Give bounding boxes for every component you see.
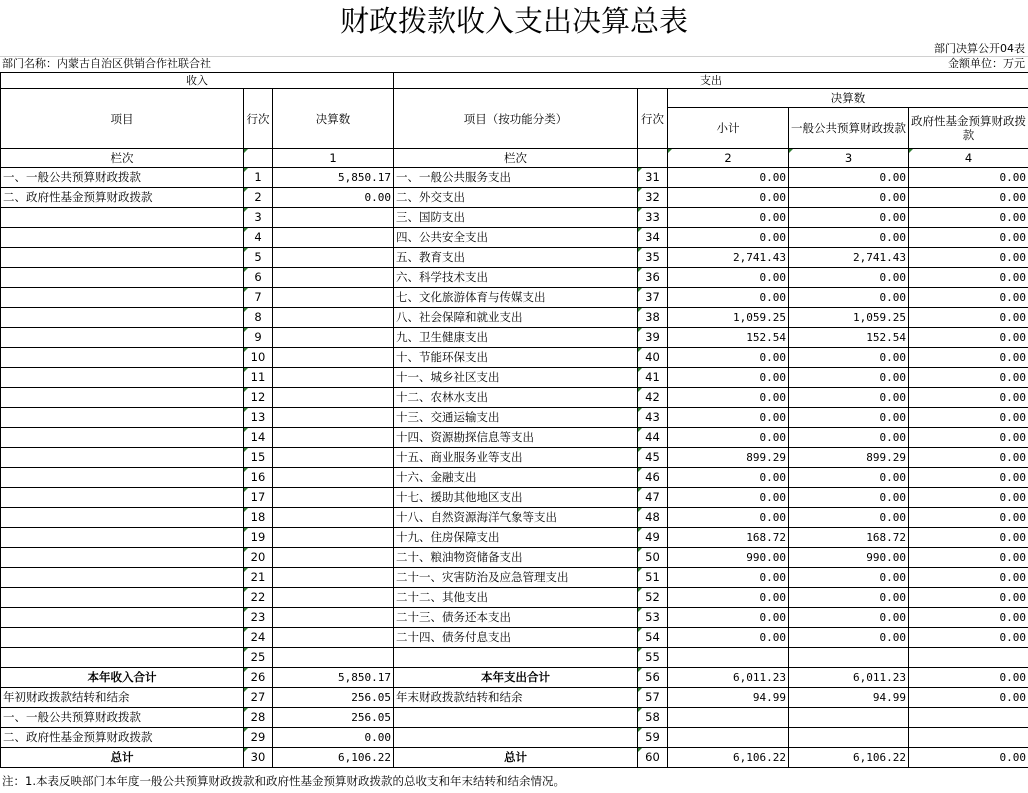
income-row-no: 11 (244, 368, 273, 388)
header-final-amount: 决算数 (273, 89, 394, 149)
expense-fund: 0.00 (909, 528, 1028, 548)
expense-row-no: 42 (638, 388, 668, 408)
table-row (1, 488, 1028, 508)
income-row-no: 18 (244, 508, 273, 528)
expense-subtotal: 0.00 (668, 168, 789, 188)
expense-general: 0.00 (789, 228, 909, 248)
income-item (1, 408, 244, 428)
expense-row-no: 31 (638, 168, 668, 188)
expense-item: 三、国防支出 (394, 208, 638, 228)
expense-total-label: 本年支出合计 (394, 668, 638, 688)
carry-end-subtotal: 94.99 (668, 688, 789, 708)
expense-item: 二十三、债务还本支出 (394, 608, 638, 628)
expense-row-no: 46 (638, 468, 668, 488)
expense-subtotal: 168.72 (668, 528, 789, 548)
expense-item: 二十二、其他支出 (394, 588, 638, 608)
income-amount (273, 528, 394, 548)
expense-subtotal: 152.54 (668, 328, 789, 348)
carry-end-general: 94.99 (789, 688, 909, 708)
income-amount (273, 308, 394, 328)
income-amount (273, 448, 394, 468)
expense-fund: 0.00 (909, 228, 1028, 248)
expense-general: 0.00 (789, 368, 909, 388)
expense-general: 990.00 (789, 548, 909, 568)
income-amount (273, 208, 394, 228)
expense-item: 七、文化旅游体育与传媒支出 (394, 288, 638, 308)
expense-row-no: 40 (638, 348, 668, 368)
expense-general: 0.00 (789, 608, 909, 628)
expense-fund: 0.00 (909, 608, 1028, 628)
expense-general: 0.00 (789, 348, 909, 368)
expense-fund: 0.00 (909, 288, 1028, 308)
col-3: 3 (789, 149, 909, 168)
col-4: 4 (909, 149, 1028, 168)
income-item (1, 308, 244, 328)
begin-general: 256.05 (273, 708, 394, 728)
begin-fund: 0.00 (273, 728, 394, 748)
income-item (1, 368, 244, 388)
table-row (1, 248, 1028, 268)
income-row-no: 7 (244, 288, 273, 308)
expense-general: 0.00 (789, 588, 909, 608)
begin-general-label: 一、一般公共预算财政拨款 (1, 708, 244, 728)
expense-fund: 0.00 (909, 468, 1028, 488)
row59-fund (909, 728, 1028, 748)
expense-general (789, 648, 909, 668)
expense-row-no: 49 (638, 528, 668, 548)
expense-item: 十四、资源勘探信息等支出 (394, 428, 638, 448)
expense-general: 152.54 (789, 328, 909, 348)
income-amount (273, 428, 394, 448)
expense-fund: 0.00 (909, 508, 1028, 528)
expense-subtotal: 0.00 (668, 268, 789, 288)
expense-general: 0.00 (789, 388, 909, 408)
income-item (1, 388, 244, 408)
income-row-no: 10 (244, 348, 273, 368)
header-general-budget: 一般公共预算财政拨款 (789, 108, 909, 149)
expense-subtotal: 0.00 (668, 368, 789, 388)
header-row-no: 行次 (244, 89, 273, 149)
expense-subtotal: 0.00 (668, 488, 789, 508)
expense-subtotal: 0.00 (668, 348, 789, 368)
income-amount (273, 588, 394, 608)
carry-end-fund: 0.00 (909, 688, 1028, 708)
expense-row-no: 53 (638, 608, 668, 628)
table-row (1, 468, 1028, 488)
income-amount (273, 388, 394, 408)
expense-item: 二、外交支出 (394, 188, 638, 208)
expense-row-no: 39 (638, 328, 668, 348)
income-item (1, 568, 244, 588)
expense-general: 0.00 (789, 288, 909, 308)
expense-fund: 0.00 (909, 188, 1028, 208)
income-item (1, 428, 244, 448)
expense-fund: 0.00 (909, 348, 1028, 368)
table-row (1, 308, 1028, 328)
expense-row-no: 35 (638, 248, 668, 268)
carry-end-label: 年末财政拨款结转和结余 (394, 688, 638, 708)
expense-general: 0.00 (789, 628, 909, 648)
expense-general: 0.00 (789, 268, 909, 288)
expense-total-subtotal: 6,011.23 (668, 668, 789, 688)
col-label: 栏次 (1, 149, 244, 168)
expense-fund: 0.00 (909, 408, 1028, 428)
table-row (1, 228, 1028, 248)
expense-item: 十一、城乡社区支出 (394, 368, 638, 388)
expense-item (394, 648, 638, 668)
expense-subtotal: 0.00 (668, 468, 789, 488)
expense-item: 十五、商业服务业等支出 (394, 448, 638, 468)
income-row-no: 20 (244, 548, 273, 568)
table-row (1, 588, 1028, 608)
expense-subtotal: 0.00 (668, 588, 789, 608)
expense-row-no: 54 (638, 628, 668, 648)
income-amount (273, 468, 394, 488)
income-row-no: 3 (244, 208, 273, 228)
grand-total-label-expense: 总计 (394, 748, 638, 768)
income-item (1, 648, 244, 668)
expense-general: 2,741.43 (789, 248, 909, 268)
expense-subtotal: 0.00 (668, 288, 789, 308)
table-row (1, 168, 1028, 188)
income-item (1, 268, 244, 288)
expense-row-no: 52 (638, 588, 668, 608)
income-total-label: 本年收入合计 (1, 668, 244, 688)
col-blank-expense (638, 149, 668, 168)
row58-no: 58 (638, 708, 668, 728)
expense-subtotal: 0.00 (668, 508, 789, 528)
expense-row-no: 45 (638, 448, 668, 468)
table-row (1, 548, 1028, 568)
table-row (1, 528, 1028, 548)
expense-fund: 0.00 (909, 568, 1028, 588)
income-amount (273, 648, 394, 668)
expense-item: 十八、自然资源海洋气象等支出 (394, 508, 638, 528)
page-title: 财政拨款收入支出决算总表 (339, 4, 688, 38)
income-item: 二、政府性基金预算财政拨款 (1, 188, 244, 208)
expense-general: 0.00 (789, 408, 909, 428)
expense-fund: 0.00 (909, 488, 1028, 508)
grand-total-income: 6,106.22 (273, 748, 394, 768)
table-row (1, 208, 1028, 228)
expense-subtotal: 0.00 (668, 428, 789, 448)
col-blank (244, 149, 273, 168)
grand-total-label: 总计 (1, 748, 244, 768)
table-row (1, 648, 1028, 668)
expense-general: 0.00 (789, 488, 909, 508)
income-row-no: 24 (244, 628, 273, 648)
header-final-amount-expense: 决算数 (668, 89, 1028, 108)
income-row-no: 12 (244, 388, 273, 408)
income-item (1, 448, 244, 468)
table-row (1, 328, 1028, 348)
begin-general-no: 28 (244, 708, 273, 728)
carry-begin: 256.05 (273, 688, 394, 708)
table-row (1, 288, 1028, 308)
expense-subtotal: 0.00 (668, 408, 789, 428)
expense-item: 二十四、债务付息支出 (394, 628, 638, 648)
expense-subtotal: 990.00 (668, 548, 789, 568)
expense-item: 二十、粮油物资储备支出 (394, 548, 638, 568)
income-amount (273, 368, 394, 388)
department-name: 部门名称：内蒙古自治区供销合作社联合社 (2, 57, 211, 70)
expense-general: 0.00 (789, 468, 909, 488)
expense-general: 0.00 (789, 568, 909, 588)
income-amount (273, 608, 394, 628)
expense-subtotal: 0.00 (668, 608, 789, 628)
col-label-expense: 栏次 (394, 149, 638, 168)
income-amount (273, 228, 394, 248)
expense-item: 九、卫生健康支出 (394, 328, 638, 348)
table-row (1, 348, 1028, 368)
expense-subtotal: 0.00 (668, 188, 789, 208)
col-2: 2 (668, 149, 789, 168)
expense-row-no: 33 (638, 208, 668, 228)
expense-subtotal: 2,741.43 (668, 248, 789, 268)
expense-general: 0.00 (789, 188, 909, 208)
income-item (1, 508, 244, 528)
header-expense: 支出 (394, 73, 1028, 89)
expense-subtotal: 0.00 (668, 208, 789, 228)
expense-total-general: 6,011.23 (789, 668, 909, 688)
expense-fund: 0.00 (909, 388, 1028, 408)
income-total: 5,850.17 (273, 668, 394, 688)
header-item: 项目 (1, 89, 244, 149)
income-item (1, 348, 244, 368)
expense-fund: 0.00 (909, 588, 1028, 608)
amount-unit: 金额单位：万元 (948, 57, 1025, 70)
expense-row-no: 55 (638, 648, 668, 668)
grand-total-no: 30 (244, 748, 273, 768)
table-row (1, 608, 1028, 628)
table-row (1, 628, 1028, 648)
expense-fund: 0.00 (909, 248, 1028, 268)
carry-end-no: 57 (638, 688, 668, 708)
expense-subtotal: 0.00 (668, 568, 789, 588)
expense-item: 十二、农林水支出 (394, 388, 638, 408)
expense-row-no: 50 (638, 548, 668, 568)
expense-row-no: 38 (638, 308, 668, 328)
footnote: 注：1.本表反映部门本年度一般公共预算财政拨款和政府性基金预算财政拨款的总收支和年末结转和结余情况。 (2, 774, 565, 788)
income-row-no: 22 (244, 588, 273, 608)
row59-subtotal (668, 728, 789, 748)
expense-item: 十三、交通运输支出 (394, 408, 638, 428)
income-amount (273, 248, 394, 268)
expense-item: 一、一般公共服务支出 (394, 168, 638, 188)
expense-subtotal: 0.00 (668, 228, 789, 248)
begin-fund-no: 29 (244, 728, 273, 748)
income-amount (273, 288, 394, 308)
income-amount (273, 628, 394, 648)
row58-item (394, 708, 638, 728)
expense-item: 十、节能环保支出 (394, 348, 638, 368)
expense-row-no: 32 (638, 188, 668, 208)
income-row-no: 9 (244, 328, 273, 348)
expense-total-no: 56 (638, 668, 668, 688)
income-item (1, 208, 244, 228)
expense-fund: 0.00 (909, 168, 1028, 188)
expense-fund: 0.00 (909, 628, 1028, 648)
expense-subtotal: 0.00 (668, 628, 789, 648)
form-code: 部门决算公开04表 (934, 42, 1025, 55)
expense-subtotal: 899.29 (668, 448, 789, 468)
expense-fund: 0.00 (909, 208, 1028, 228)
table-row (1, 388, 1028, 408)
income-row-no: 21 (244, 568, 273, 588)
row59-item (394, 728, 638, 748)
expense-general: 0.00 (789, 208, 909, 228)
expense-item: 四、公共安全支出 (394, 228, 638, 248)
expense-fund: 0.00 (909, 328, 1028, 348)
expense-item: 六、科学技术支出 (394, 268, 638, 288)
expense-subtotal: 1,059.25 (668, 308, 789, 328)
expense-row-no: 37 (638, 288, 668, 308)
income-row-no: 2 (244, 188, 273, 208)
expense-item: 八、社会保障和就业支出 (394, 308, 638, 328)
grand-total-subtotal: 6,106.22 (668, 748, 789, 768)
income-amount (273, 568, 394, 588)
expense-item: 十九、住房保障支出 (394, 528, 638, 548)
expense-fund: 0.00 (909, 368, 1028, 388)
income-total-no: 26 (244, 668, 273, 688)
grand-total-no-expense: 60 (638, 748, 668, 768)
expense-general: 0.00 (789, 428, 909, 448)
table-row (1, 408, 1028, 428)
income-amount (273, 548, 394, 568)
income-item: 一、一般公共预算财政拨款 (1, 168, 244, 188)
table-row (1, 188, 1028, 208)
header-row-no-expense: 行次 (638, 89, 668, 149)
expense-fund: 0.00 (909, 308, 1028, 328)
income-row-no: 25 (244, 648, 273, 668)
income-amount: 0.00 (273, 188, 394, 208)
header-subtotal: 小计 (668, 108, 789, 149)
income-item (1, 548, 244, 568)
final-accounts-table (0, 72, 1028, 768)
expense-row-no: 48 (638, 508, 668, 528)
income-amount (273, 268, 394, 288)
income-amount (273, 408, 394, 428)
begin-fund-label: 二、政府性基金预算财政拨款 (1, 728, 244, 748)
income-row-no: 23 (244, 608, 273, 628)
row58-general (789, 708, 909, 728)
expense-subtotal (668, 648, 789, 668)
income-item (1, 528, 244, 548)
expense-row-no: 51 (638, 568, 668, 588)
table-row (1, 268, 1028, 288)
expense-total-fund: 0.00 (909, 668, 1028, 688)
income-row-no: 19 (244, 528, 273, 548)
income-item (1, 608, 244, 628)
expense-general: 1,059.25 (789, 308, 909, 328)
expense-fund: 0.00 (909, 268, 1028, 288)
expense-item: 二十一、灾害防治及应急管理支出 (394, 568, 638, 588)
income-item (1, 328, 244, 348)
expense-row-no: 36 (638, 268, 668, 288)
header-income: 收入 (1, 73, 394, 89)
row59-no: 59 (638, 728, 668, 748)
table-row (1, 428, 1028, 448)
table-rows (1, 168, 1028, 668)
expense-row-no: 34 (638, 228, 668, 248)
income-amount (273, 328, 394, 348)
expense-row-no: 43 (638, 408, 668, 428)
income-row-no: 5 (244, 248, 273, 268)
expense-fund: 0.00 (909, 428, 1028, 448)
income-row-no: 15 (244, 448, 273, 468)
row58-fund (909, 708, 1028, 728)
income-amount (273, 488, 394, 508)
income-amount (273, 508, 394, 528)
expense-item: 十六、金融支出 (394, 468, 638, 488)
expense-general: 899.29 (789, 448, 909, 468)
col-1: 1 (273, 149, 394, 168)
expense-fund: 0.00 (909, 548, 1028, 568)
income-row-no: 14 (244, 428, 273, 448)
grand-total-fund: 0.00 (909, 748, 1028, 768)
income-item (1, 628, 244, 648)
table-row (1, 508, 1028, 528)
expense-item: 五、教育支出 (394, 248, 638, 268)
expense-row-no: 47 (638, 488, 668, 508)
income-item (1, 488, 244, 508)
carry-begin-no: 27 (244, 688, 273, 708)
expense-fund (909, 648, 1028, 668)
income-row-no: 6 (244, 268, 273, 288)
income-amount (273, 348, 394, 368)
expense-fund: 0.00 (909, 448, 1028, 468)
income-amount: 5,850.17 (273, 168, 394, 188)
income-row-no: 1 (244, 168, 273, 188)
carry-begin-label: 年初财政拨款结转和结余 (1, 688, 244, 708)
income-row-no: 17 (244, 488, 273, 508)
table-row (1, 448, 1028, 468)
expense-item: 十七、援助其他地区支出 (394, 488, 638, 508)
income-row-no: 13 (244, 408, 273, 428)
income-row-no: 16 (244, 468, 273, 488)
income-item (1, 248, 244, 268)
header-gov-fund: 政府性基金预算财政拨款 (909, 108, 1028, 149)
income-item (1, 288, 244, 308)
table-row (1, 368, 1028, 388)
header-item-by-function: 项目（按功能分类） (394, 89, 638, 149)
expense-general: 0.00 (789, 168, 909, 188)
expense-row-no: 41 (638, 368, 668, 388)
income-item (1, 228, 244, 248)
income-item (1, 588, 244, 608)
expense-general: 168.72 (789, 528, 909, 548)
expense-row-no: 44 (638, 428, 668, 448)
income-item (1, 468, 244, 488)
income-row-no: 4 (244, 228, 273, 248)
expense-general: 0.00 (789, 508, 909, 528)
row58-subtotal (668, 708, 789, 728)
expense-subtotal: 0.00 (668, 388, 789, 408)
grand-total-general: 6,106.22 (789, 748, 909, 768)
row59-general (789, 728, 909, 748)
income-row-no: 8 (244, 308, 273, 328)
table-row (1, 568, 1028, 588)
